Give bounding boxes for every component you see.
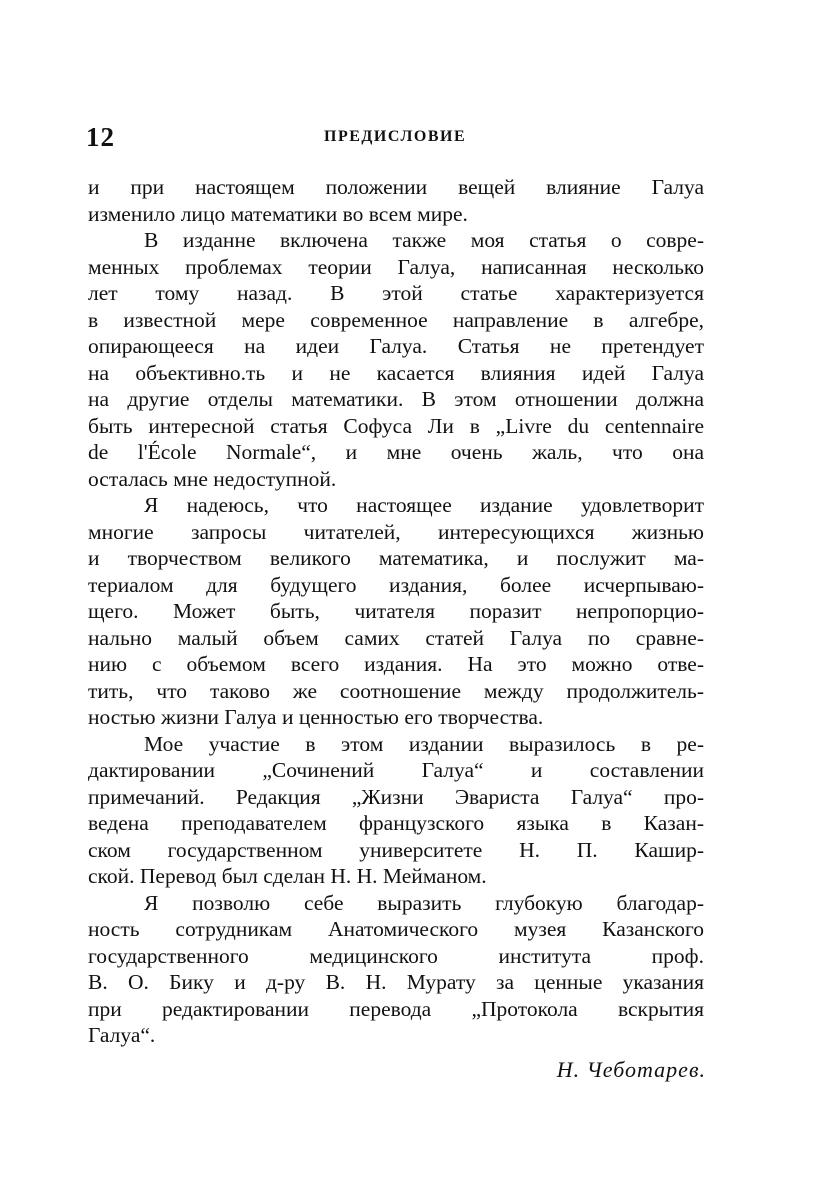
text-line: в известной мере современное направление в алгебре, [88,307,704,332]
text-line: de l'École Normale“, и мне очень жаль, что она [88,440,704,464]
text-line: примечаний. Редакция „Жизни Эвариста Галуа“ про- [88,784,704,809]
text-line: В. О. Бику и д-ру В. Н. Мурату за ценные указания [88,970,704,994]
text-line: В изданне включена также моя статья о совре- [144,228,704,252]
text-line: ностью жизни Галуа и ценностью его творчества. [88,705,544,729]
text-line: ском государственном университете Н. П. Кашир- [88,837,704,862]
text-line: нию с объемом всего издания. На это можно отве- [88,652,704,676]
text-line: при редактировании перевода „Протокола вскрытия [88,996,704,1021]
text-line: нально малый объем самих статей Галуа по сравне- [88,625,704,650]
text-line: изменило лицо математики во всем мире. [88,201,468,226]
text-line: и при настоящем положении вещей влияние Галуа [88,175,704,199]
page-number: 12 [86,122,115,152]
text-line: Я надеюсь, что настоящее издание удовлетворит [144,493,704,517]
running-head: ПРЕДИСЛОВИЕ [324,128,467,145]
text-line: многие запросы читателей, интересующихся жизнью [88,519,704,544]
text-line: опирающееся на идеи Галуа. Статья не претендует [88,334,704,358]
text-line: ской. Перевод был сделан Н. Н. Мейманом. [88,864,487,888]
text-line: териалом для будущего издания, более исчерпываю- [88,572,704,597]
text-line: Я позволю себе выразить глубокую благодар- [144,890,704,915]
text-line: и творчеством великого математика, и послужит ма- [88,546,704,570]
text-line: дактировании „Сочинений Галуа“ и составлении [88,758,704,782]
author-signature: Н. Чеботарев. [556,1057,706,1082]
text-line: менных проблемах теории Галуа, написанная несколько [88,254,704,279]
text-line: ведена преподавателем французского языка в Казан- [88,811,704,835]
text-line: осталась мне недоступной. [88,466,337,491]
text-line: Галуа“. [88,1023,156,1047]
text-line: ность сотрудникам Анатомического музея Казанского [88,917,704,941]
text-line: на другие отделы математики. В этом отношении должна [88,387,704,411]
text-line: быть интересной статья Софуса Ли в „Livre du centennaire [88,413,704,438]
text-line: Мое участие в этом издании выразилось в ре- [144,731,704,756]
text-line: щего. Может быть, читателя поразит непропорцио- [88,599,704,623]
text-line: государственного медицинского института проф. [88,943,704,968]
text-line: на объективно.ть и не касается влияния идей Галуа [88,360,704,385]
page-header [86,122,706,154]
preface-text [88,174,704,1049]
text-line: лет тому назад. В этой статье характеризуется [88,281,704,305]
text-line: тить, что таково же соотношение между продолжитель- [88,678,704,703]
